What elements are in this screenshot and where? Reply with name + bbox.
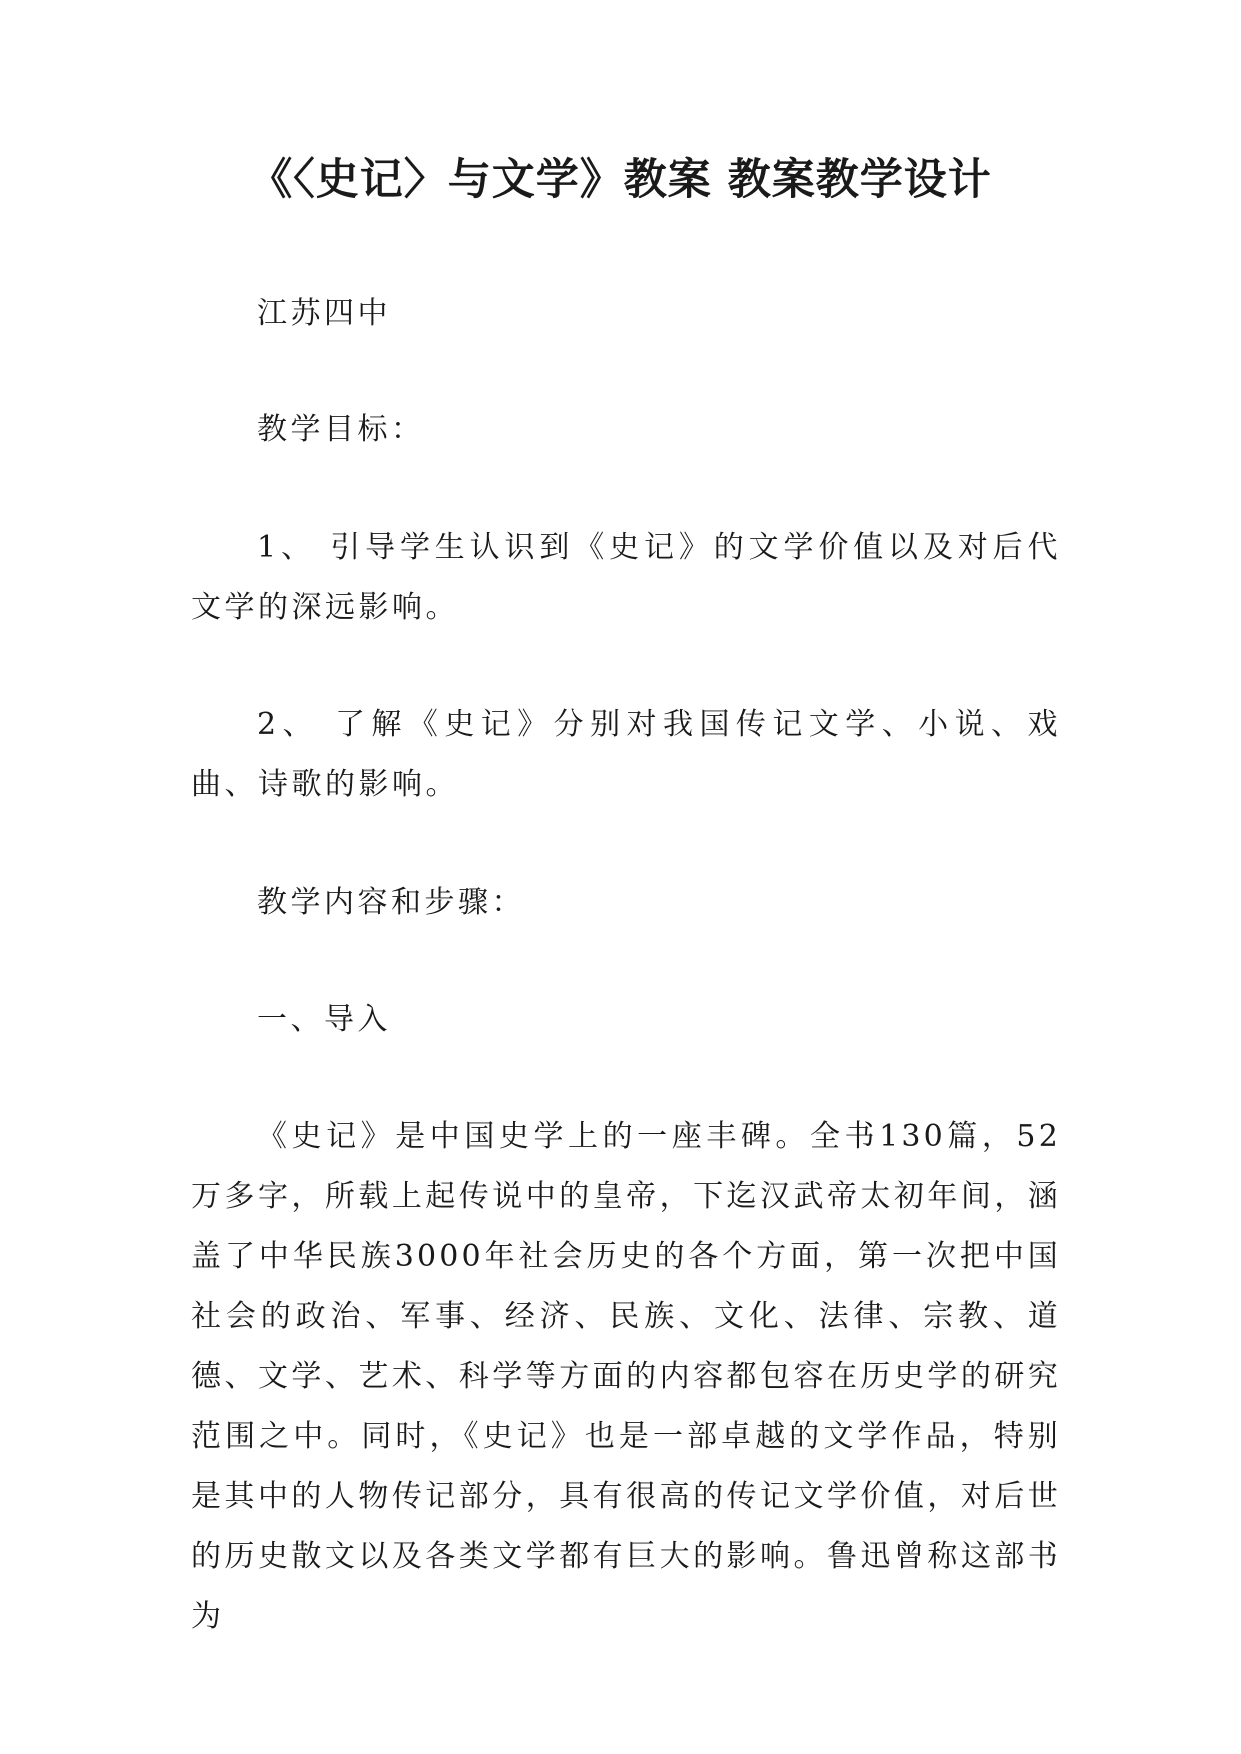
document-title: 《〈史记〉与文学》教案 教案教学设计: [249, 155, 992, 205]
content-heading: 教学内容和步骤：: [257, 885, 525, 920]
intro-paragraph: 《史记》是中国史学上的一座丰碑。全书130篇，52万多字，所载上起传说中的皇帝，下迄汉武帝太初年间，涵盖了中华民族3000年社会历史的各个方面，第一次把中国社会的政治、军事、经济、民族、文化、法律、宗教、道德、文学、艺术、科学等方面的内容都包容在历史学的研究范围之中。同时，《史记》也是一部卓越的文学作品，特别是其中的人物传记部分，具有很高的传记文学价值，对后世的历史散文以及各类文学都有巨大的影响。鲁迅曾称这部书为: [191, 1119, 1061, 1634]
school-name: 江苏四中: [257, 296, 391, 331]
section-intro-heading: 一、导入: [257, 1002, 391, 1037]
goal-item-1: 1、 引导学生认识到《史记》的文学价值以及对后代文学的深远影响。: [191, 530, 1061, 625]
goals-heading: 教学目标：: [257, 412, 425, 447]
goal-item-2: 2、 了解《史记》分别对我国传记文学、小说、戏曲、诗歌的影响。: [191, 707, 1061, 802]
